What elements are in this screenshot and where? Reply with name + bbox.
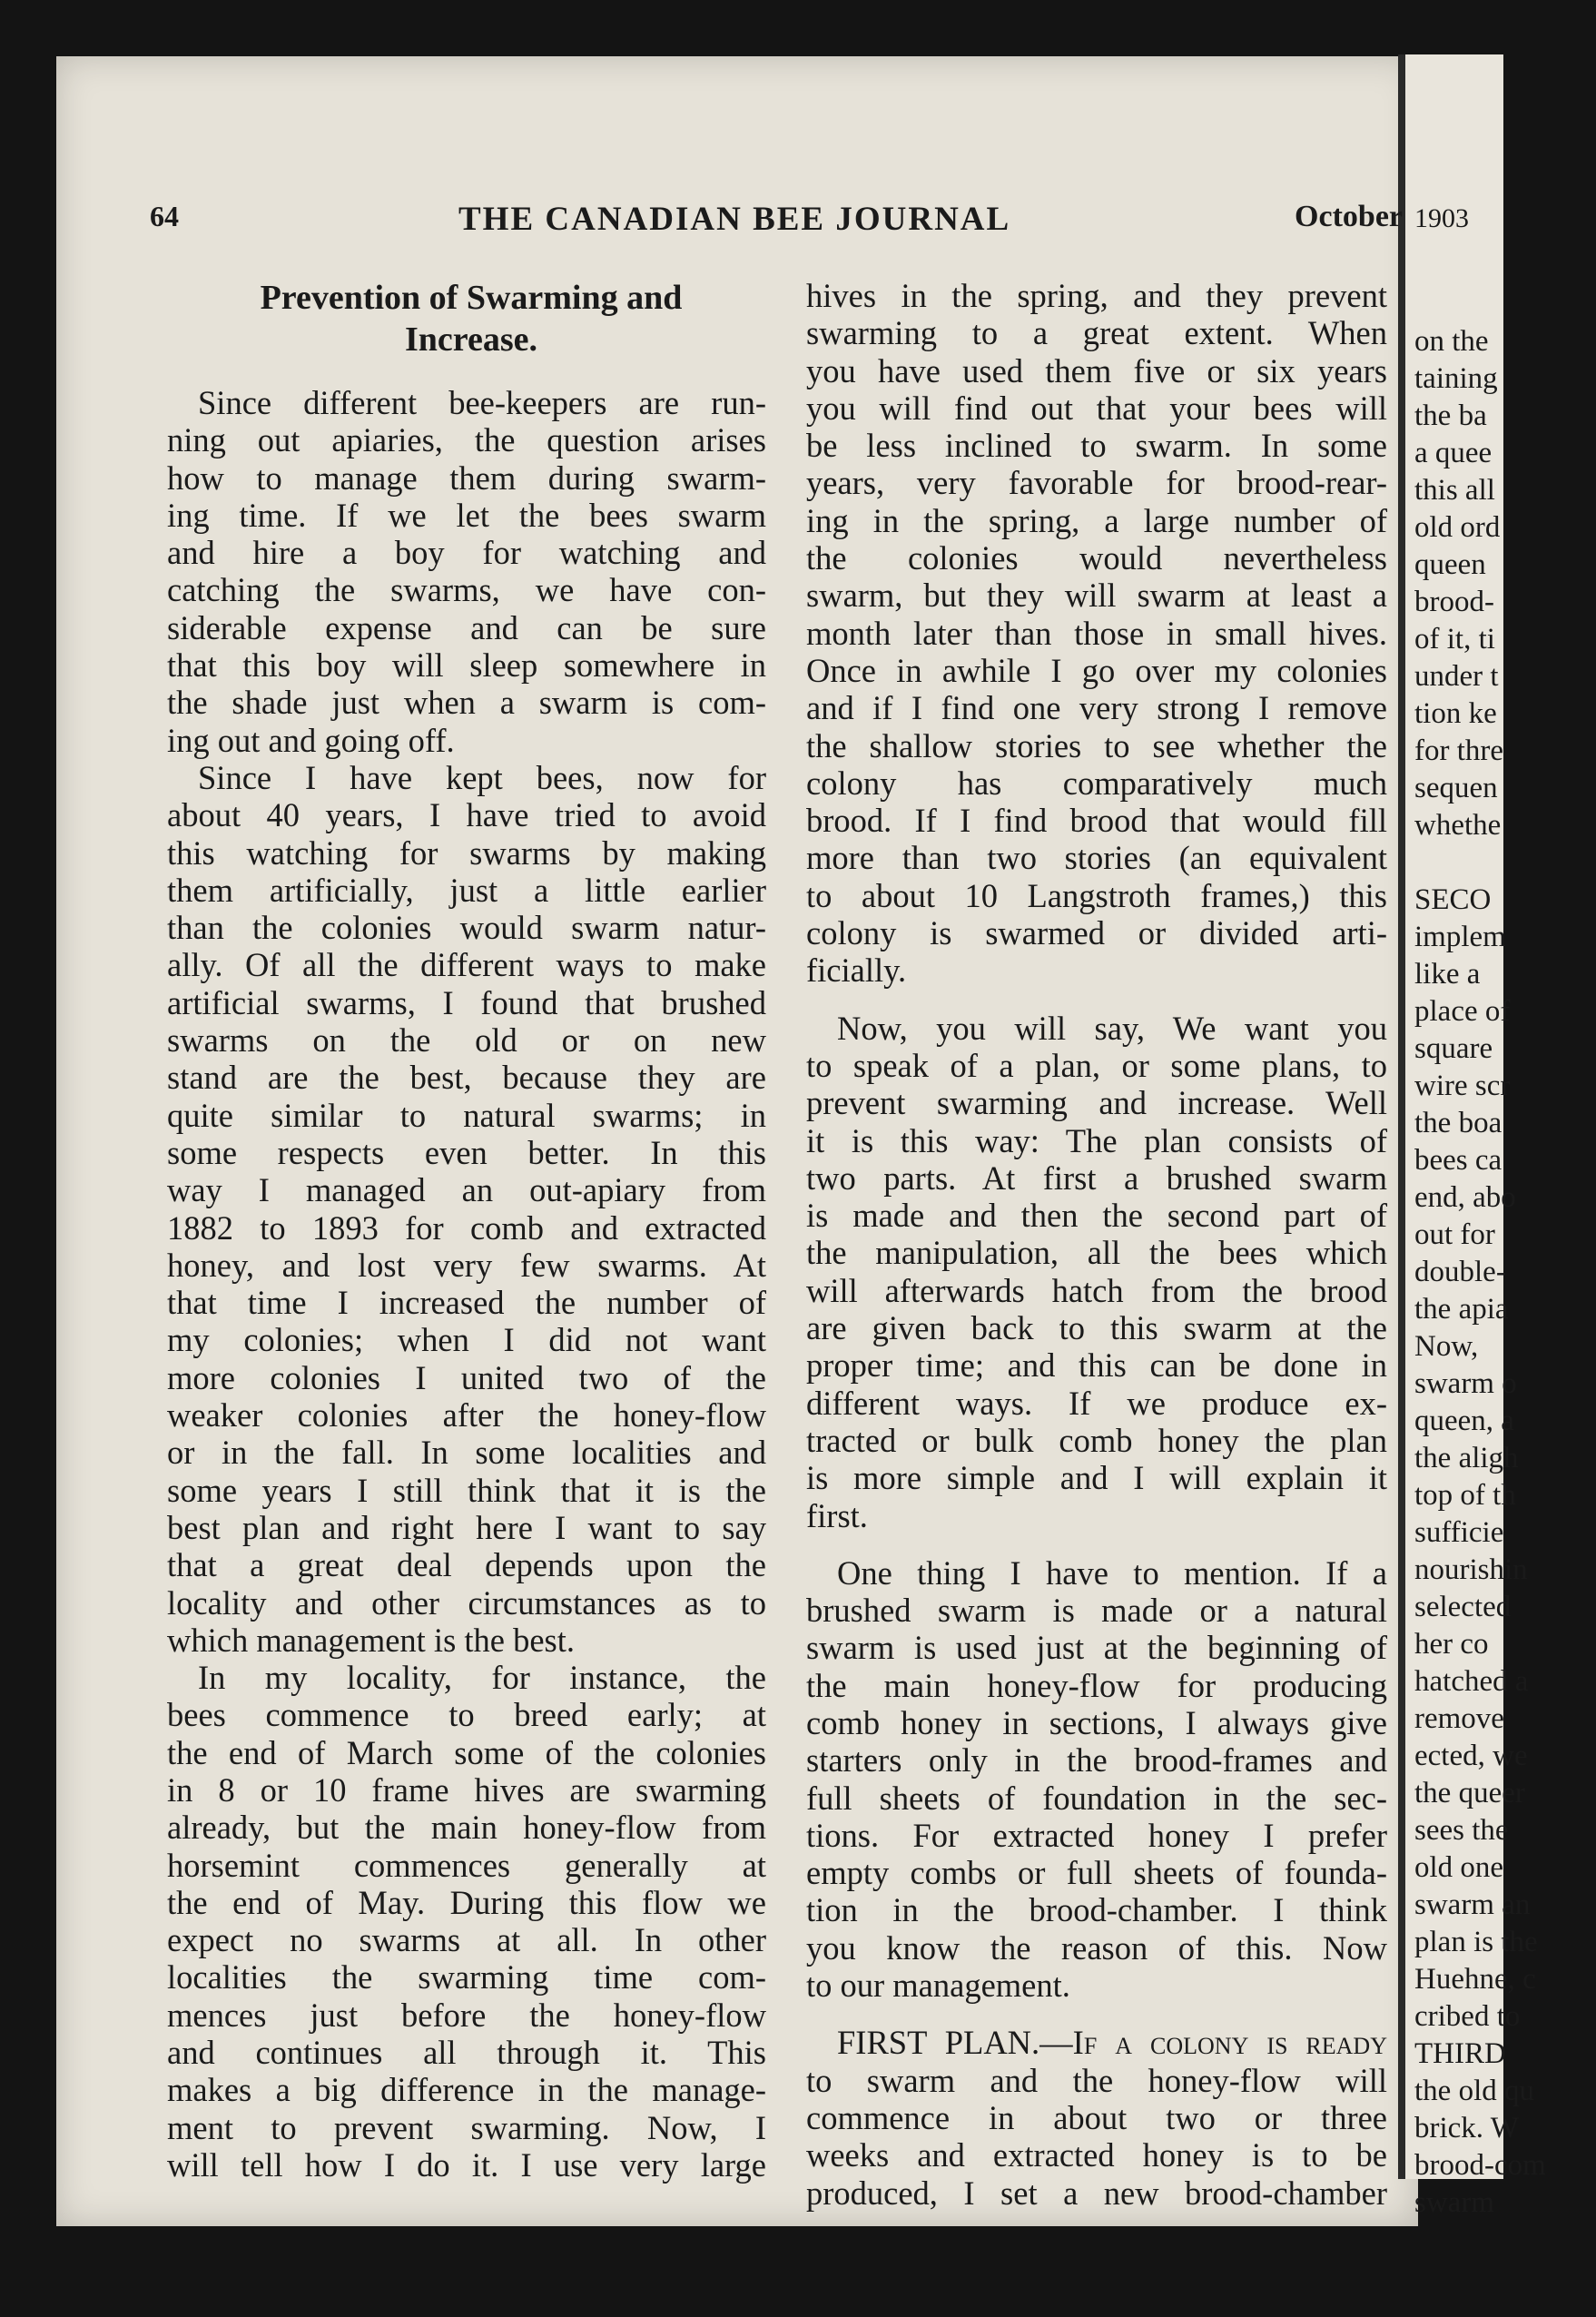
next-page-line: the old qu xyxy=(1414,2075,1534,2107)
left-column xyxy=(167,277,766,2184)
text-line: some years I still think that it is the xyxy=(167,1471,766,1509)
text-line: to about 10 Langstroth frames,) this xyxy=(806,876,1387,914)
text-line: stand are the best, because they are xyxy=(167,1059,766,1097)
text-line: locality and other circumstances as to xyxy=(167,1583,766,1622)
text-line: that time I increased the number of xyxy=(167,1284,766,1322)
next-page-line: nourishin xyxy=(1414,1553,1528,1586)
text-line: weaker colonies after the honey-flow xyxy=(167,1396,766,1435)
text-line: colony is swarmed or divided arti- xyxy=(806,914,1387,952)
text-line: swarm, but they will swarm at least a xyxy=(806,577,1387,615)
text-line: you will find out that your bees will xyxy=(806,389,1387,427)
text-line: my colonies; when I did not want xyxy=(167,1321,766,1359)
text-line: that this boy will sleep somewhere in xyxy=(167,646,766,685)
next-page-line: like a xyxy=(1414,958,1481,991)
text-line: are given back to this swarm at the xyxy=(806,1309,1387,1347)
next-page-line: taining xyxy=(1414,362,1498,395)
next-page-line: ected, we xyxy=(1414,1740,1528,1772)
next-page-line: swarm an xyxy=(1414,1888,1531,1921)
text-line: colony has comparatively much xyxy=(806,764,1387,802)
next-page-line: out for xyxy=(1414,1218,1495,1251)
text-line: way I managed an out-apiary from xyxy=(167,1171,766,1209)
text-line: bees commence to breed early; at xyxy=(167,1696,766,1734)
text-line: is made and then the second part of xyxy=(806,1197,1387,1235)
text-line: the manipulation, all the bees which xyxy=(806,1234,1387,1272)
text-line: to speak of a plan, or some plans, to xyxy=(806,1046,1387,1084)
text-line: siderable expense and can be sure xyxy=(167,608,766,646)
next-page-line: the apia xyxy=(1414,1293,1509,1326)
text-line: ment to prevent swarming. Now, I xyxy=(167,2108,766,2146)
text-line: starters only in the brood-frames and xyxy=(806,1741,1387,1780)
text-line: tracted or bulk comb honey the plan xyxy=(806,1421,1387,1459)
next-page-line: square xyxy=(1414,1032,1493,1065)
text-line: FIRST PLAN.—If a colony is ready xyxy=(837,2024,1387,2062)
text-line: two parts. At first a brushed swarm xyxy=(806,1158,1387,1197)
next-page-line: whethe xyxy=(1414,809,1502,842)
next-page-line: selected xyxy=(1414,1591,1512,1623)
text-line: some respects even better. In this xyxy=(167,1133,766,1171)
text-line: produced, I set a new brood-chamber xyxy=(806,2174,1387,2212)
next-page-line: swarm xyxy=(1414,2186,1494,2219)
text-line: localities the swarming time com- xyxy=(167,1958,766,1997)
next-page-line: Huehne, c xyxy=(1414,1963,1536,1996)
text-line: years, very favorable for brood-rear- xyxy=(806,464,1387,502)
text-line: ing time. If we let the bees swarm xyxy=(167,496,766,534)
article-title xyxy=(176,277,766,360)
right-column xyxy=(806,277,1387,2212)
text-line: makes a big difference in the manage- xyxy=(167,2071,766,2109)
text-line: best plan and right here I want to say xyxy=(167,1508,766,1546)
next-page-line: remove xyxy=(1414,1702,1504,1735)
issue-month: October xyxy=(1295,200,1403,233)
paragraph-gap xyxy=(806,1534,1387,1554)
text-line: will afterwards hatch from the brood xyxy=(806,1271,1387,1309)
text-line: the shade just when a swarm is com- xyxy=(167,684,766,722)
text-line: hives in the spring, and they prevent xyxy=(806,277,1387,314)
text-line: be less inclined to swarm. In some xyxy=(806,427,1387,465)
text-line: ficially. xyxy=(806,951,907,990)
next-page-line: sequen xyxy=(1414,772,1498,804)
next-page-year: 1903 xyxy=(1414,203,1469,233)
text-line: more colonies I united two of the xyxy=(167,1358,766,1396)
text-line: which management is the best. xyxy=(167,1621,576,1659)
text-line: that a great deal depends upon the xyxy=(167,1546,766,1584)
text-line: mences just before the honey-flow xyxy=(167,1996,766,2034)
text-line: and if I find one very strong I remove xyxy=(806,689,1387,727)
next-page-line: tion ke xyxy=(1414,697,1497,730)
next-page-line: a quee xyxy=(1414,437,1493,469)
text-line: tions. For extracted honey I prefer xyxy=(806,1816,1387,1854)
text-line: swarming to a great extent. When xyxy=(806,314,1387,352)
text-line: expect no swarms at all. In other xyxy=(167,1921,766,1959)
journal-title: THE CANADIAN BEE JOURNAL xyxy=(458,201,1011,238)
text-line: the shallow stories to see whether the xyxy=(806,726,1387,764)
next-page-line: the ba xyxy=(1414,399,1487,432)
text-line: already, but the main honey-flow from xyxy=(167,1809,766,1847)
text-line: it is this way: The plan consists of xyxy=(806,1121,1387,1159)
text-line: proper time; and this can be done in xyxy=(806,1346,1387,1385)
text-line: Since different bee-keepers are run- xyxy=(198,384,766,421)
next-page-line: bees ca xyxy=(1414,1144,1502,1177)
text-line: how to manage them during swarm- xyxy=(167,458,766,497)
next-page-edge xyxy=(1398,54,1546,2219)
next-page-line: wire scr xyxy=(1414,1070,1511,1102)
text-line: ing out and going off. xyxy=(167,721,455,759)
text-line: different ways. If we produce ex- xyxy=(806,1384,1387,1422)
text-line: first. xyxy=(806,1496,868,1534)
text-line: brood. If I find brood that would fill xyxy=(806,802,1387,840)
text-line: weeks and extracted honey is to be xyxy=(806,2136,1387,2174)
text-line: In my locality, for instance, the xyxy=(198,1659,766,1697)
text-line: you have used them five or six years xyxy=(806,351,1387,389)
text-line: Since I have kept bees, now for xyxy=(198,758,766,796)
text-line: ally. Of all the different ways to make xyxy=(167,946,766,984)
next-page-line: SECO xyxy=(1414,883,1492,916)
text-line: quite similar to natural swarms; in xyxy=(167,1096,766,1134)
text-line: One thing I have to mention. If a xyxy=(837,1553,1387,1592)
next-page-line: on the xyxy=(1414,325,1489,358)
text-line: or in the fall. In some localities and xyxy=(167,1434,766,1472)
text-line: full sheets of foundation in the sec- xyxy=(806,1779,1387,1817)
text-line: and hire a boy for watching and xyxy=(167,534,766,572)
text-line: about 40 years, I have tried to avoid xyxy=(167,796,766,834)
text-line: this watching for swarms by making xyxy=(167,833,766,872)
next-page-line: brood-com xyxy=(1414,2149,1546,2182)
text-line: the colonies would nevertheless xyxy=(806,539,1387,577)
next-page-line: sufficie xyxy=(1414,1516,1504,1549)
next-page-line: Now, xyxy=(1414,1330,1479,1363)
next-page-line: under t xyxy=(1414,660,1499,693)
text-line: Now, you will say, We want you xyxy=(837,1009,1387,1047)
next-page-line: the queer xyxy=(1414,1777,1525,1809)
next-page-line: sees the xyxy=(1414,1814,1509,1847)
text-line: Once in awhile I go over my colonies xyxy=(806,651,1387,689)
text-line: swarms on the old or on new xyxy=(167,1021,766,1060)
text-line: tion in the brood-chamber. I think xyxy=(806,1891,1387,1929)
next-page-line: place of xyxy=(1414,995,1511,1028)
text-line: the end of May. During this flow we xyxy=(167,1883,766,1921)
article-title-line-2: Increase. xyxy=(405,320,537,359)
text-line: artificial swarms, I found that brushed xyxy=(167,983,766,1021)
next-page-line: THIRD xyxy=(1414,2037,1506,2070)
text-line: will tell how I do it. I use very large xyxy=(167,2145,766,2184)
article-title-line-1: Prevention of Swarming and xyxy=(260,279,683,317)
text-line: is more simple and I will explain it xyxy=(806,1459,1387,1497)
next-page-line: old ord xyxy=(1414,511,1501,544)
next-page-line: of it, ti xyxy=(1414,623,1495,656)
text-line: the end of March some of the colonies xyxy=(167,1733,766,1771)
next-page-line: end, abo xyxy=(1414,1181,1516,1214)
text-line: horsemint commences generally at xyxy=(167,1846,766,1884)
next-page-line: top of th xyxy=(1414,1479,1516,1512)
next-page-line: plan is the xyxy=(1414,1926,1538,1958)
next-page-line: queen, a xyxy=(1414,1405,1514,1437)
text-line: to our management. xyxy=(806,1967,1070,2005)
next-page-line: queen xyxy=(1414,548,1486,581)
next-page-line: implem xyxy=(1414,921,1506,953)
text-line: the main honey-flow for producing xyxy=(806,1666,1387,1704)
text-line: you know the reason of this. Now xyxy=(806,1928,1387,1967)
text-line: honey, and lost very few swarms. At xyxy=(167,1246,766,1284)
text-line: brushed swarm is made or a natural xyxy=(806,1592,1387,1630)
paragraph-gap xyxy=(806,2004,1387,2024)
next-page-line xyxy=(1414,844,1596,882)
text-line: than the colonies would swarm natur- xyxy=(167,909,766,947)
text-line: 1882 to 1893 for comb and extracted xyxy=(167,1208,766,1247)
next-page-line: this all xyxy=(1414,474,1495,507)
text-line: prevent swarming and increase. Well xyxy=(806,1084,1387,1122)
text-line: month later than those in small hives. xyxy=(806,614,1387,652)
text-line: ning out apiaries, the question arises xyxy=(167,421,766,459)
text-line: ing in the spring, a large number of xyxy=(806,501,1387,539)
text-line: in 8 or 10 frame hives are swarming xyxy=(167,1770,766,1809)
next-page-line: brood- xyxy=(1414,586,1494,618)
text-line: comb honey in sections, I always give xyxy=(806,1703,1387,1741)
next-page-line: for thre xyxy=(1414,735,1504,767)
page-number: 64 xyxy=(150,200,179,232)
next-page-text xyxy=(1414,323,1596,2222)
next-page-line: the boa xyxy=(1414,1107,1502,1139)
next-page-line: brick. W xyxy=(1414,2112,1519,2144)
paragraph-gap xyxy=(806,990,1387,1010)
next-page-line: the aligh xyxy=(1414,1442,1519,1474)
text-line: and continues all through it. This xyxy=(167,2034,766,2072)
next-page-line: double- xyxy=(1414,1256,1506,1288)
text-line: to swarm and the honey-flow will xyxy=(806,2061,1387,2099)
text-line: swarm is used just at the beginning of xyxy=(806,1629,1387,1667)
next-page-line: old one xyxy=(1414,1851,1504,1884)
text-line: catching the swarms, we have con- xyxy=(167,571,766,609)
next-page-line: her co xyxy=(1414,1628,1489,1661)
text-line: more than two stories (an equivalent xyxy=(806,839,1387,877)
next-page-line: hatched a xyxy=(1414,1665,1529,1698)
page-header xyxy=(150,200,1403,245)
text-line: commence in about two or three xyxy=(806,2098,1387,2136)
next-page-line: cribed to xyxy=(1414,2000,1521,2033)
next-page-line: swarm o xyxy=(1414,1367,1517,1400)
text-line: empty combs or full sheets of founda- xyxy=(806,1854,1387,1892)
text-line: them artificially, just a little earlier xyxy=(167,871,766,909)
